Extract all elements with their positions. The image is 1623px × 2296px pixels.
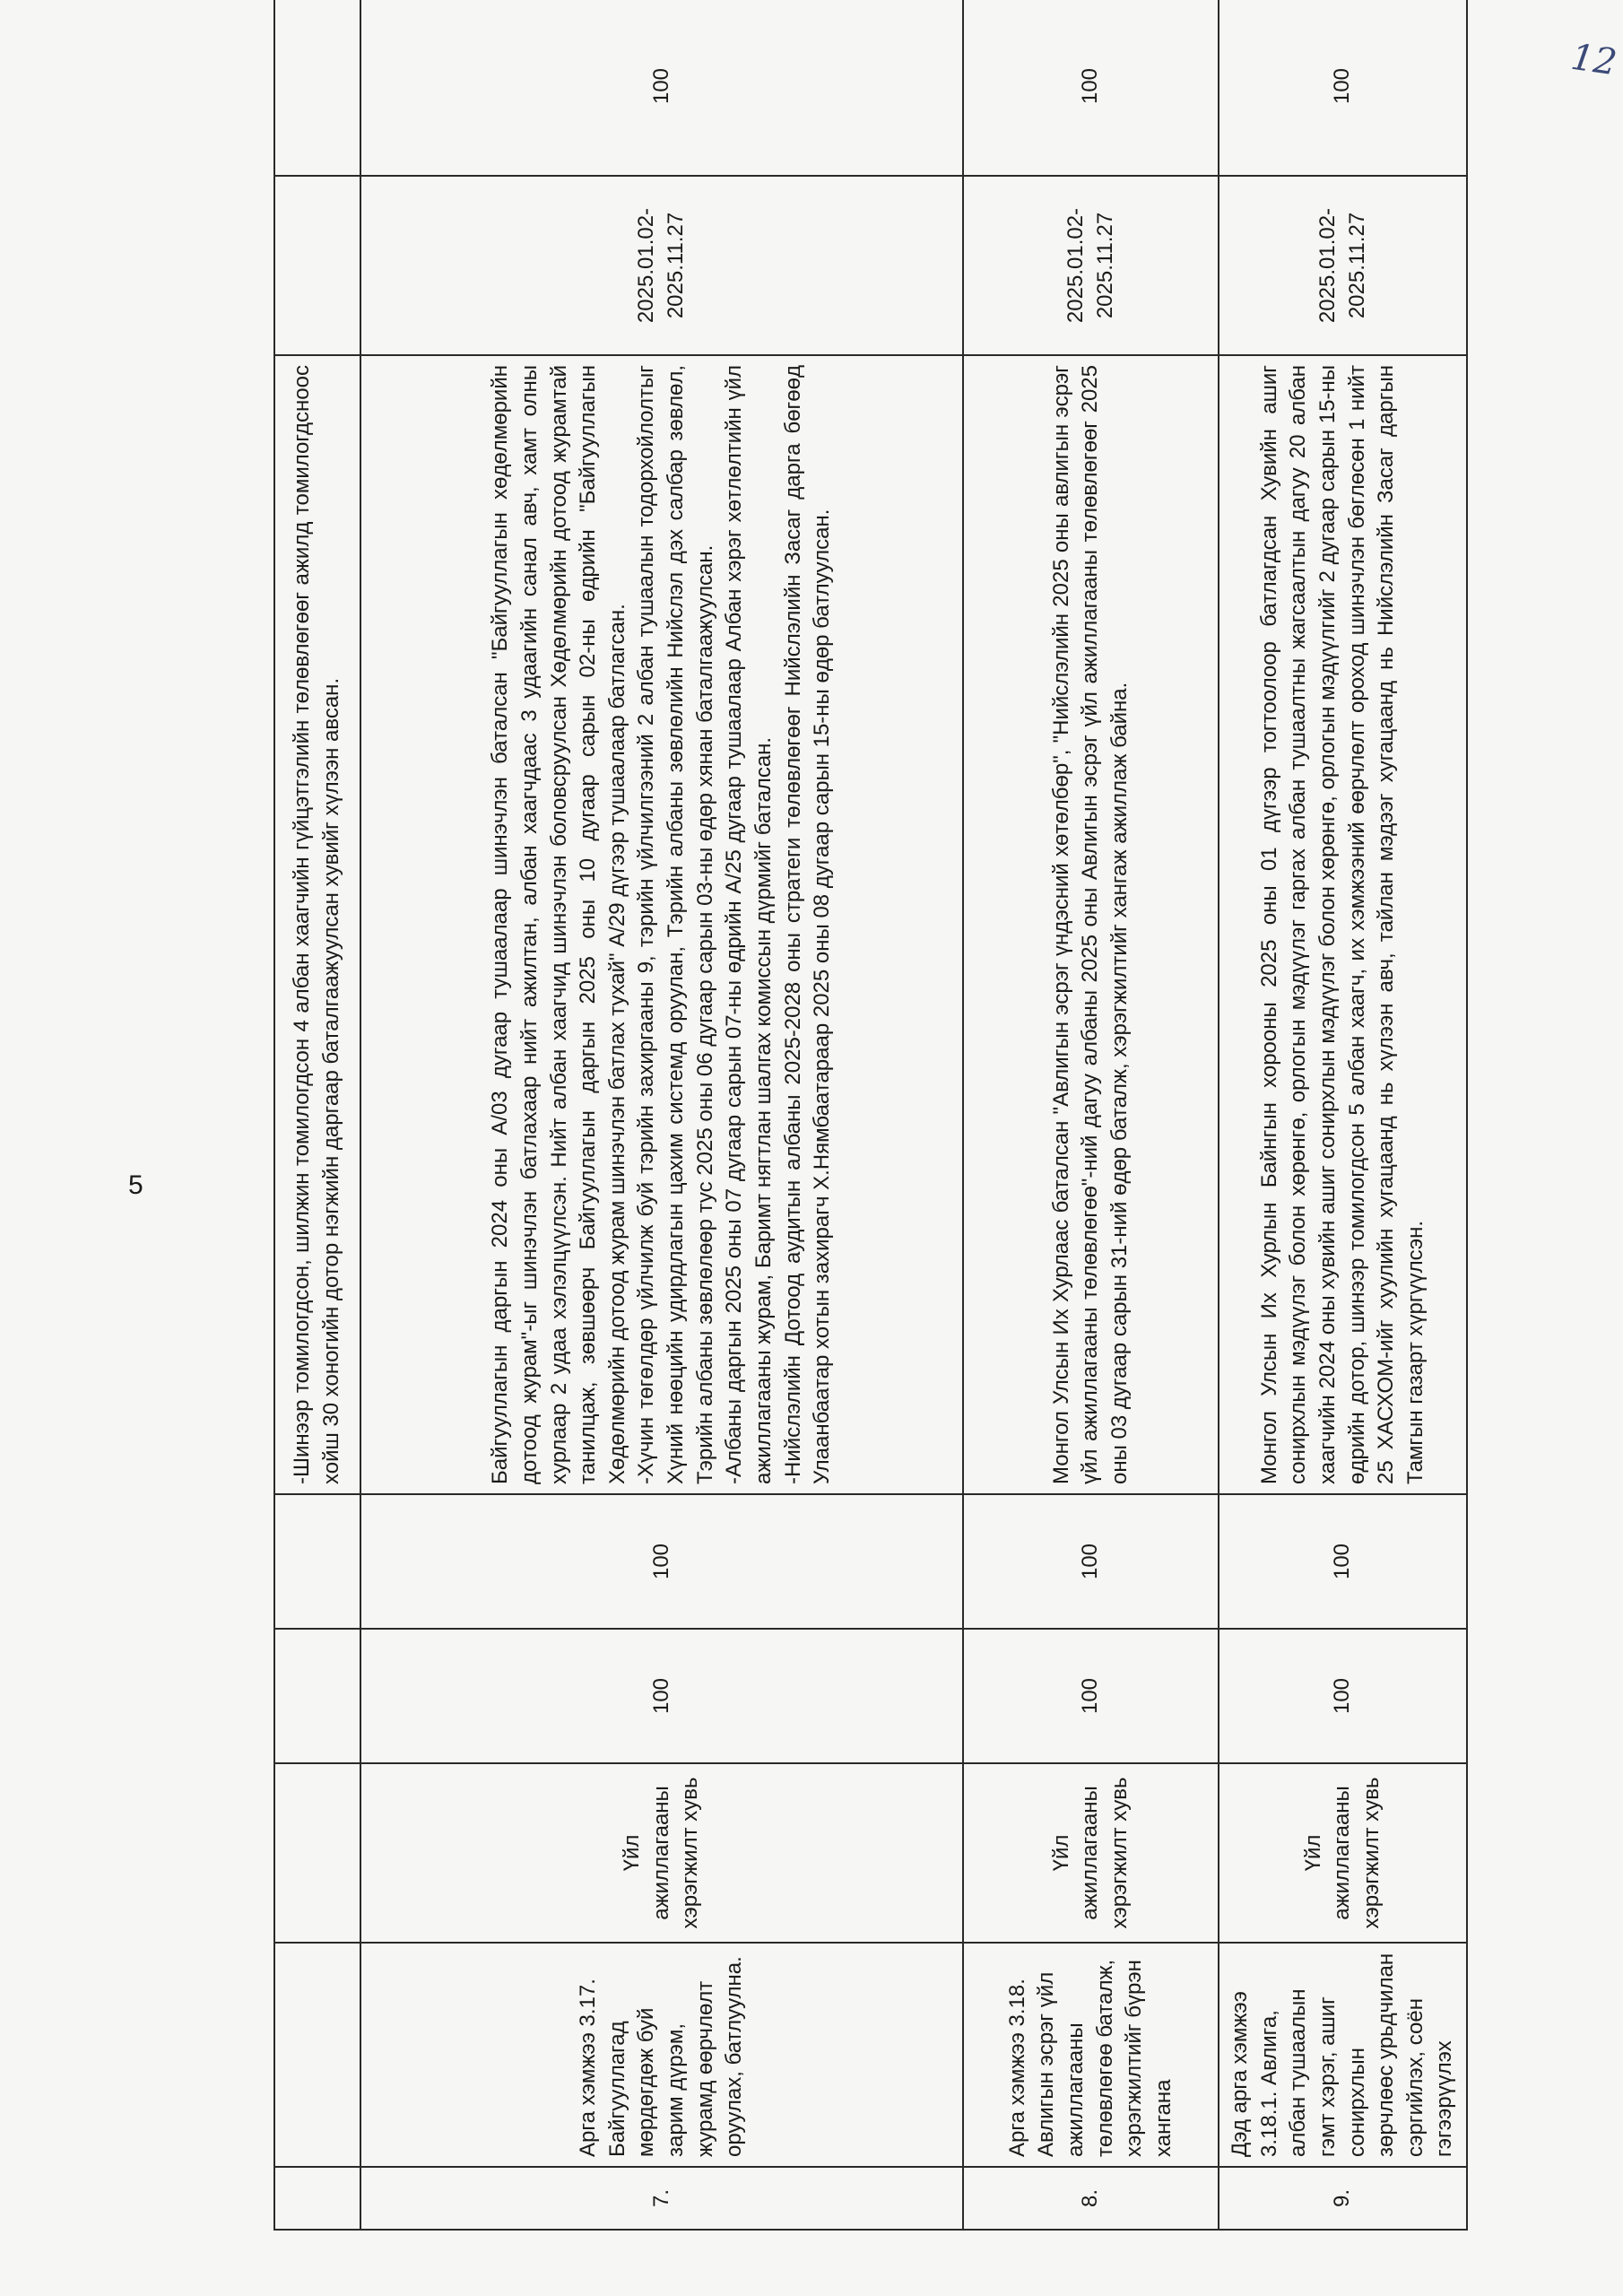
measure-cell: Арга хэмжээ 3.17. Байгууллагад мөрдөгдөж буй зарим дүрэм, журамд өөрчлөлт оруулах, батлуулна.	[360, 1943, 963, 2167]
description-cell	[274, 355, 360, 1494]
percent-cell: 100	[360, 0, 963, 176]
percent-cell	[274, 0, 360, 176]
indicator-cell	[274, 1763, 360, 1943]
table-row	[963, 0, 1219, 2230]
measure-cell: Арга хэмжээ 3.18. Авлигын эсрэг үйл ажиллагааны төлөвлөгөө баталж, хэрэгжилтийг бүрэн хангана	[963, 1943, 1219, 2167]
measure-cell	[274, 1943, 360, 2167]
description-cell	[963, 355, 1219, 1494]
description-paragraph: -Шинээр томилогдсон, шилжин томилогдсон 4 албан хаагчийн гүйцэтгэлийн төлөвлөгөөг ажилд томилогдсноос хойш 30 хоногийн дотор нэгжийн даргаар баталгаажуулсан хувийг хүлээн авсан.	[290, 365, 343, 1484]
period-cell: 2025.01.02-2025.11.27	[1219, 176, 1467, 355]
table-row	[274, 0, 360, 2230]
description-paragraph: -Албаны даргын 2025 оны 07 дугаар сарын 07-ны өдрийн А/25 дугаар тушаалаар Албан хэрэг хөтлөлтийн үйл ажиллагааны журам, Баримт нягтлан шалгах комиссын дүрмийг баталсан.	[722, 365, 776, 1484]
indicator-cell: Үйл ажиллагааны хэрэгжилт хувь	[963, 1763, 1219, 1943]
description-cell	[1219, 355, 1467, 1494]
page-number: 5	[128, 1170, 143, 1200]
target-cell	[274, 1494, 360, 1629]
target-cell: 100	[1219, 1494, 1467, 1629]
baseline-cell: 100	[1219, 1629, 1467, 1763]
baseline-cell	[274, 1629, 360, 1763]
table-row	[1219, 0, 1467, 2230]
action-plan-report-table	[273, 0, 1468, 2231]
description-paragraph: Монгол Улсын Их Хурлын Байнгын хорооны 2025 оны 01 дүгээр тогтоолоор батлагдсан Хувийн ашиг сонирхлын мэдүүлэг болон хөрөнгө, орлогын мэдүүлэг гаргах албан тушаалтны жагсаалтын дагуу 20 албан хаагчийн 2024 оны хувийн ашиг сонирхлын мэдүүлэг болон хөрөнгө, орлогын мэдүүлгийг 2 дугаар сарын 15-ны өдрийн дотор, шинээр томилогдсон 5 албан хаагч, их хэмжээний өөрчлөлт ороход шинэчлэн бөглөсөн 1 нийт 25 ХАСХОМ-ийг хуулийн хугацаанд нь хүлээн авч, тайлан мэдээг хугацаанд нь Нийслэлийн Засаг даргын Тамгын газарт хүргүүлсэн.	[1256, 365, 1428, 1484]
row-number: 7.	[360, 2167, 963, 2230]
description-cell	[360, 355, 963, 1494]
row-number: 8.	[963, 2167, 1219, 2230]
baseline-cell: 100	[963, 1629, 1219, 1763]
row-number	[274, 2167, 360, 2230]
description-paragraph: -Нийслэлийн Дотоод аудитын албаны 2025-2028 оны стратеги төлөвлөгөөг Нийслэлийн Засаг дарга бөгөөд Улаанбаатар хотын захирагч Х.Нямбаатараар 2025 оны 08 дугаар сарын 15-ны өдөр батлуулсан.	[780, 365, 835, 1484]
description-paragraph: Монгол Улсын Их Хурлаас баталсан "Авлигын эсрэг үндэсний хөтөлбөр", "Нийслэлийн 2025 оны авлигын эсрэг үйл ажиллагааны төлөвлөгөө"-ний дагуу албаны 2025 оны Авлигын эсрэг үйл ажиллагааны төлөвлөгөөг 2025 оны 03 дугаар сарын 31-ний өдөр баталж, хэрэгжилтийг хангаж ажиллаж байна.	[1048, 365, 1132, 1484]
handwritten-page-note: 12	[1568, 36, 1619, 84]
percent-cell: 100	[963, 0, 1219, 176]
rotated-report-sheet	[273, 0, 1466, 2231]
indicator-cell: Үйл ажиллагааны хэрэгжилт хувь	[360, 1763, 963, 1943]
target-cell: 100	[360, 1494, 963, 1629]
description-paragraph: Байгууллагын даргын 2024 оны А/03 дугаар тушаалаар шинэчлэн баталсан "Байгууллагын хөдөлмөрийн дотоод журам"-ыг шинэчлэн батлахаар нийт ажилтан, албан хаагчдаас 3 удаагийн санал авч, хамт олны хурлаар 2 удаа хэлэлцүүлсэн. Нийт албан хаагчид шинэчлэн боловсруулсан Хөдөлмөрийн дотоод журамтай танилцаж, зөвшөөрч Байгууллагын даргын 2025 оны 10 дугаар сарын 02-ны өдрийн "Байгууллагын Хөдөлмөрийн дотоод журам шинэчлэн батлах тухай" А/29 дүгээр тушаалаар батлагсан.	[488, 365, 629, 1484]
indicator-cell: Үйл ажиллагааны хэрэгжилт хувь	[1219, 1763, 1467, 1943]
period-cell	[274, 176, 360, 355]
period-cell: 2025.01.02-2025.11.27	[360, 176, 963, 355]
measure-cell: Дэд арга хэмжээ 3.18.1. Авлига, албан тушаалын гэмт хэрэг, ашиг сонирхлын зөрчлөөс урьдчилан сэргийлэх, соён гэгээрүүлэх	[1219, 1943, 1467, 2167]
target-cell: 100	[963, 1494, 1219, 1629]
table-row	[360, 0, 963, 2230]
description-paragraph: -Хүчин төгөлдөр үйлчилж буй тэрийн захиргааны 9, тэрийн үйлчилгээний 2 албан тушаалын тодорхойлолтыг Хүний нөөцийн удирдлагын цахим системд оруулан, Тэрийн албаны зөвлөлийн Нийслэл дэх салбар зөвлөл, Тэрийн албаны зөвлөлөөр тус 2025 оны 06 дугаар сарын 03-ны өдөр хянан баталгаажуулсан.	[634, 365, 717, 1484]
period-cell: 2025.01.02-2025.11.27	[963, 176, 1219, 355]
row-number: 9.	[1219, 2167, 1467, 2230]
percent-cell: 100	[1219, 0, 1467, 176]
baseline-cell: 100	[360, 1629, 963, 1763]
